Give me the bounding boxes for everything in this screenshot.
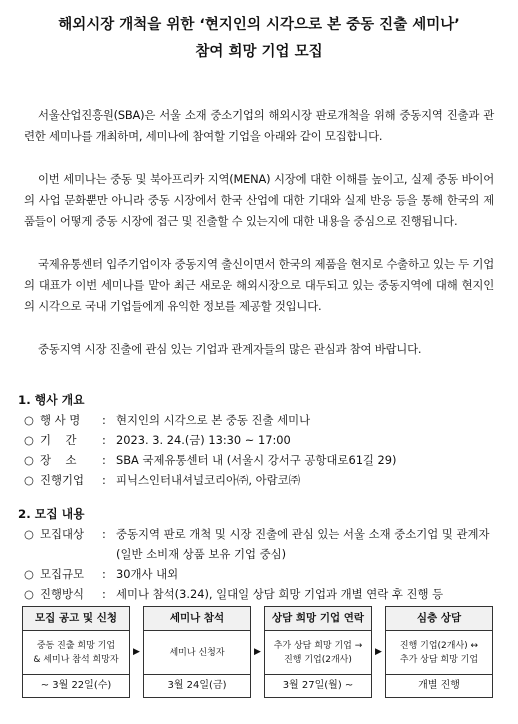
row-colon: :: [102, 453, 106, 467]
circle-bullet-icon: ○: [24, 433, 34, 447]
flow-step-body: 중동 진출 희망 기업 & 세미나 참석 희망자: [23, 631, 129, 675]
row-colon: :: [102, 473, 106, 487]
row-value: 현지인의 시각으로 본 중동 진출 세미나: [116, 413, 311, 427]
flow-step-body: 세미나 신청자: [144, 631, 250, 675]
recruit-row-scale: [18, 564, 500, 584]
flow-step-head: 모집 공고 및 신청: [23, 607, 129, 631]
row-label: 기 간: [40, 433, 77, 447]
flow-step-head: 세미나 참석: [144, 607, 250, 631]
section-2-title: 2. 모집 내용: [18, 507, 85, 521]
row-value: 30개사 내외: [116, 567, 179, 581]
row-label: 진행방식: [40, 587, 85, 601]
row-colon: :: [102, 567, 106, 581]
flow-step-date: 개별 진행: [418, 680, 460, 691]
recruit-row-method: [18, 584, 500, 604]
arrow-right-icon: ▶: [254, 647, 261, 657]
paragraph-closing: 중동지역 시장 진출에 관심 있는 기업과 관계자들의 많은 관심과 참여 바랍니다.: [38, 342, 422, 356]
circle-bullet-icon: ○: [24, 413, 34, 427]
row-label: 행 사 명: [40, 413, 81, 427]
row-label: 진행기업: [40, 473, 85, 487]
process-flow: [18, 606, 500, 698]
flow-step-seminar: [143, 606, 251, 698]
row-value: 2023. 3. 24.(금) 13:30 ~ 17:00: [116, 433, 291, 447]
flow-step-head: 심층 상담: [386, 607, 492, 631]
flow-step-head: 상담 희망 기업 연락: [265, 607, 371, 631]
overview-row-venue: [18, 450, 500, 470]
row-value: 중동지역 판로 개척 및 시장 진출에 관심 있는 서울 소재 중소기업 및 관계자 (일반 소비재 상품 보유 기업 중심): [116, 527, 490, 561]
arrow-right-icon: ▶: [133, 647, 140, 657]
row-value: 세미나 참석(3.24), 일대일 상담 희망 기업과 개별 연락 후 진행 등: [116, 587, 444, 601]
paragraph-seminar-content: 이번 세미나는 중동 및 북아프리카 지역(MENA) 시장에 대한 이해를 높이고, 실제 중동 바이어의 사업 문화뿐만 아니라 중동 시장에서 한국 산업에 대한 기대와 실제 반응 등을 통해 한국의 제품들이 어떻게 중동 시장에 접근 및 진출할 수 있는지에 대한 내용을 중심으로 진행됩니다.: [24, 172, 494, 228]
title-line-2: 참여 희망 기업 모집: [195, 44, 323, 60]
row-label: 모집규모: [40, 567, 85, 581]
circle-bullet-icon: ○: [24, 453, 34, 467]
row-value: 피닉스인터내셔널코리아㈜, 아람코㈜: [116, 473, 301, 487]
flow-step-application: [22, 606, 130, 698]
document-title: [18, 12, 500, 65]
overview-row-period: [18, 430, 500, 450]
arrow-right-icon: ▶: [375, 647, 382, 657]
circle-bullet-icon: ○: [24, 527, 34, 541]
row-colon: :: [102, 527, 106, 541]
circle-bullet-icon: ○: [24, 587, 34, 601]
section-1-title: 1. 행사 개요: [18, 393, 85, 407]
row-value: SBA 국제유통센터 내 (서울시 강서구 공항대로61길 29): [116, 453, 397, 467]
flow-step-body: 진행 기업(2개사) ↔ 추가 상담 희망 기업: [386, 631, 492, 675]
overview-row-name: [18, 410, 500, 430]
paragraph-presenters: 국제유통센터 입주기업이자 중동지역 출신이면서 한국의 제품을 현지로 수출하고 있는 두 기업의 대표가 이번 세미나를 맡아 최근 새로운 해외시장으로 대두되고 있는 중동지역에 대해 현지인의 시각으로 국내 기업들에게 유익한 정보를 제공할 것입니다.: [24, 257, 494, 313]
flow-step-date: 3월 24일(금): [167, 680, 227, 691]
row-colon: :: [102, 433, 106, 447]
paragraph-intro: 서울산업진흥원(SBA)은 서울 소재 중소기업의 해외시장 판로개척을 위해 중동지역 진출과 관련한 세미나를 개최하며, 세미나에 참여할 기업을 아래와 같이 모집합니다.: [24, 108, 494, 143]
row-label: 모집대상: [40, 527, 85, 541]
row-colon: :: [102, 587, 106, 601]
flow-step-contact: [264, 606, 372, 698]
flow-step-consultation: [385, 606, 493, 698]
circle-bullet-icon: ○: [24, 567, 34, 581]
row-label: 장 소: [40, 453, 77, 467]
recruit-row-target: [18, 524, 500, 564]
flow-step-date: ~ 3월 22일(수): [40, 680, 112, 691]
flow-step-body: 추가 상담 희망 기업 → 진행 기업(2개사): [265, 631, 371, 675]
circle-bullet-icon: ○: [24, 473, 34, 487]
overview-row-companies: [18, 470, 500, 490]
flow-step-date: 3월 27일(월) ~: [282, 680, 354, 691]
title-line-1: 해외시장 개척을 위한 ‘현지인의 시각으로 본 중동 진출 세미나’: [58, 17, 460, 33]
row-colon: :: [102, 413, 106, 427]
